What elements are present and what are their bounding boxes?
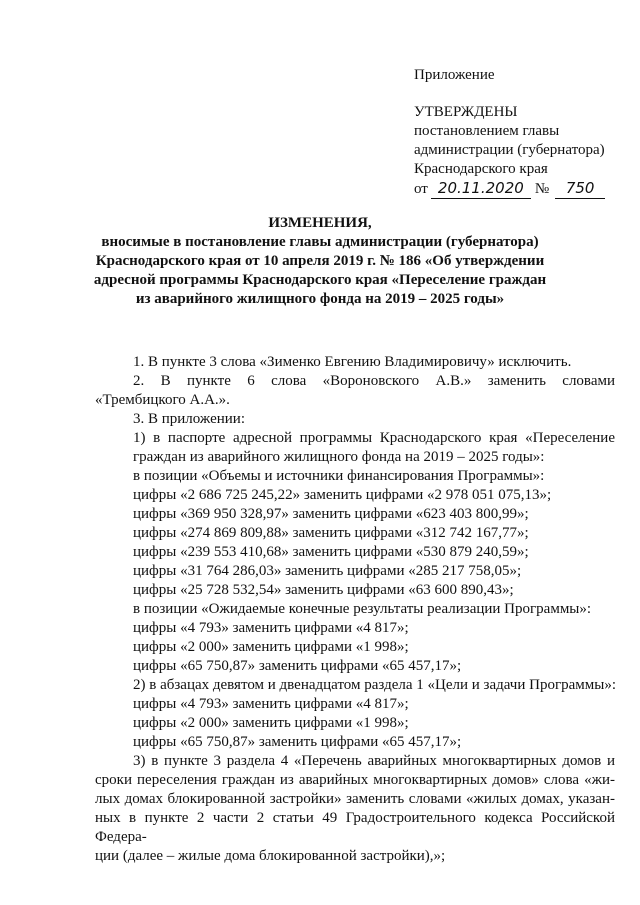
body-line-5: 1) в паспорте адресной программы Краснодарского края «Переселение <box>133 430 615 446</box>
document-body <box>95 353 617 866</box>
handwritten-number: 750 <box>555 179 605 199</box>
from-label: от <box>414 181 428 197</box>
body-line-2: 2. В пункте 6 слова «Вороновского А.В.» заменить словами <box>133 373 615 389</box>
handwritten-date: 20.11.2020 <box>431 179 531 199</box>
body-line-16: цифры «2 000» заменить цифрами «1 998»; <box>133 639 409 655</box>
body-line-9: цифры «369 950 328,97» заменить цифрами «623 403 800,99»; <box>133 506 529 522</box>
approval-block <box>414 66 624 199</box>
body-line-6: граждан из аварийного жилищного фонда на 2019 – 2025 годы»: <box>133 449 545 465</box>
body-line-4: 3. В приложении: <box>133 411 245 427</box>
body-line-3: «Трембицкого А.А.». <box>95 392 230 408</box>
body-line-26: ции (далее – жилые дома блокированной застройки),»; <box>95 848 446 864</box>
body-line-23: сроки переселения граждан из аварийных многоквартирных домов» слова «жи- <box>95 772 615 788</box>
body-line-13: цифры «25 728 532,54» заменить цифрами «63 600 890,43»; <box>133 582 514 598</box>
heading-line-4: из аварийного жилищного фонда на 2019 – 2025 годы» <box>135 291 505 307</box>
heading-line-3: адресной программы Краснодарского края «Переселение граждан <box>93 272 547 288</box>
approval-line-1: постановлением главы <box>414 123 560 139</box>
body-line-1: 1. В пункте 3 слова «Зименко Евгению Владимировичу» исключить. <box>133 354 572 370</box>
heading-line-2: Краснодарского края от 10 апреля 2019 г. № 186 «Об утверждении <box>95 253 545 269</box>
body-line-20: цифры «2 000» заменить цифрами «1 998»; <box>133 715 409 731</box>
appendix-label: Приложение <box>414 67 495 83</box>
body-line-14: в позиции «Ожидаемые конечные результаты реализации Программы»: <box>133 601 592 617</box>
body-line-17: цифры «65 750,87» заменить цифрами «65 457,17»; <box>133 658 462 674</box>
body-line-7: в позиции «Объемы и источники финансирования Программы»: <box>133 468 545 484</box>
heading-title: ИЗМЕНЕНИЯ, <box>268 215 372 231</box>
body-line-11: цифры «239 553 410,68» заменить цифрами «530 879 240,59»; <box>133 544 529 560</box>
approval-date-line <box>414 179 624 199</box>
heading-line-1: вносимые в постановление главы администрации (губернатора) <box>101 234 539 250</box>
body-line-25: ных в пункте 2 части 2 статьи 49 Градостроительного кодекса Российской Федера- <box>95 810 615 845</box>
approval-line-2: администрации (губернатора) <box>414 142 605 158</box>
body-line-22: 3) в пункте 3 раздела 4 «Перечень аварийных многоквартирных домов и <box>133 753 615 769</box>
body-line-8: цифры «2 686 725 245,22» заменить цифрами «2 978 051 075,13»; <box>133 487 552 503</box>
body-line-24: лых домах блокированной застройки» заменить словами «жилых домах, указан- <box>95 791 615 807</box>
body-line-15: цифры «4 793» заменить цифрами «4 817»; <box>133 620 409 636</box>
approval-line-3: Краснодарского края <box>414 161 548 177</box>
body-line-18: 2) в абзацах девятом и двенадцатом раздела 1 «Цели и задачи Программы»: <box>133 677 617 693</box>
body-line-10: цифры «274 869 809,88» заменить цифрами «312 742 167,77»; <box>133 525 529 541</box>
number-label: № <box>534 181 550 197</box>
document-heading <box>80 214 560 309</box>
body-line-19: цифры «4 793» заменить цифрами «4 817»; <box>133 696 409 712</box>
body-line-12: цифры «31 764 286,03» заменить цифрами «285 217 758,05»; <box>133 563 522 579</box>
body-line-21: цифры «65 750,87» заменить цифрами «65 457,17»; <box>133 734 462 750</box>
approved-label: УТВЕРЖДЕНЫ <box>414 104 518 120</box>
